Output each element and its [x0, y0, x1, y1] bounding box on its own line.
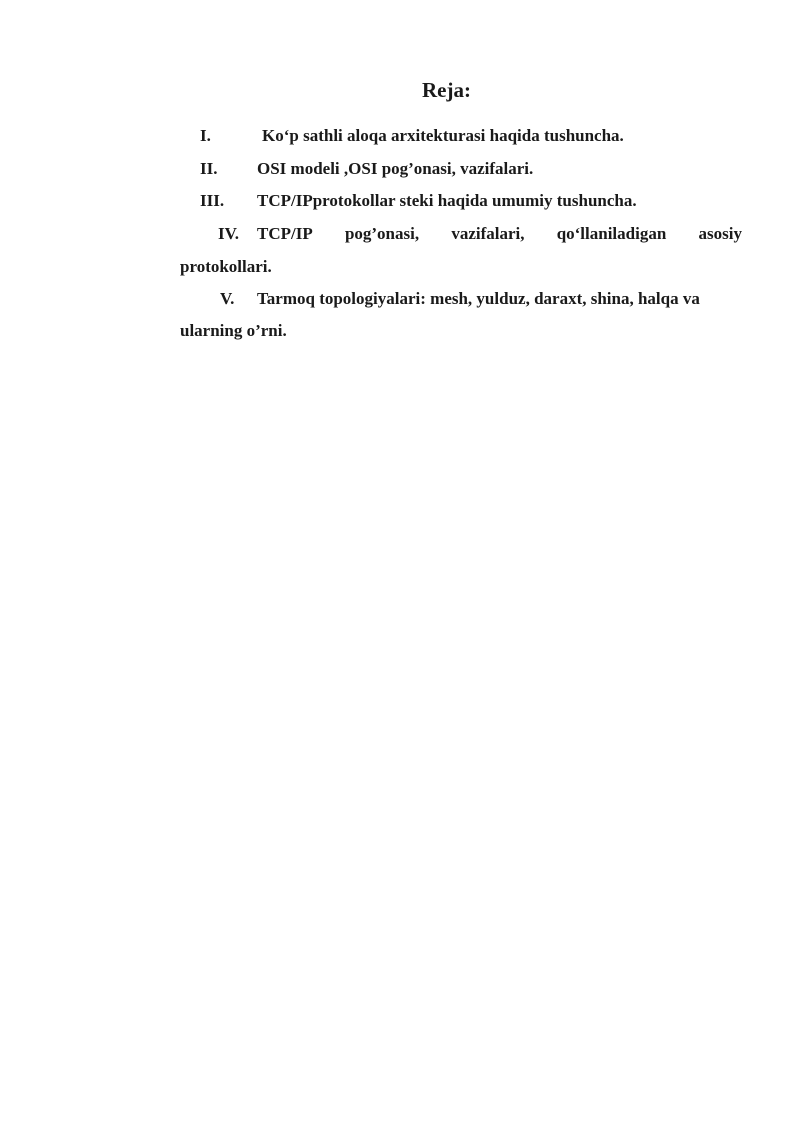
list-item-text-3: TCP/IPprotokollar steki haqida umumiy tushuncha. [257, 191, 637, 210]
list-item-number-3: III. [200, 191, 225, 210]
list-item-number-2: II. [200, 159, 218, 178]
list-item-4-word: asosiy [698, 224, 742, 243]
list-item-text-2: OSI modeli ,OSI pog’onasi, vazifalari. [257, 159, 534, 178]
list-item-number-5: V. [220, 289, 235, 308]
list-item-text-5-line2: ularning o’rni. [180, 321, 287, 340]
list-item-number-1: I. [200, 126, 211, 145]
list-item-text-5-line1: Tarmoq topologiyalari: mesh, yulduz, daraxt, shina, halqa va [257, 289, 700, 308]
list-item-number-4: IV. [218, 224, 239, 243]
list-item-4-word: TCP/IP [257, 224, 313, 243]
list-item-text-4-line2: protokollari. [180, 257, 272, 276]
list-item-text-4-line1 [257, 224, 742, 244]
list-item-4-word: qo‘llaniladigan [556, 224, 667, 243]
page-title: Reja: [422, 78, 471, 102]
list-item-4-word: pog’onasi, [344, 224, 420, 243]
list-item-text-1: Ko‘p sathli aloqa arxitekturasi haqida tushuncha. [262, 126, 624, 145]
list-item-4-word: vazifalari, [451, 224, 525, 243]
